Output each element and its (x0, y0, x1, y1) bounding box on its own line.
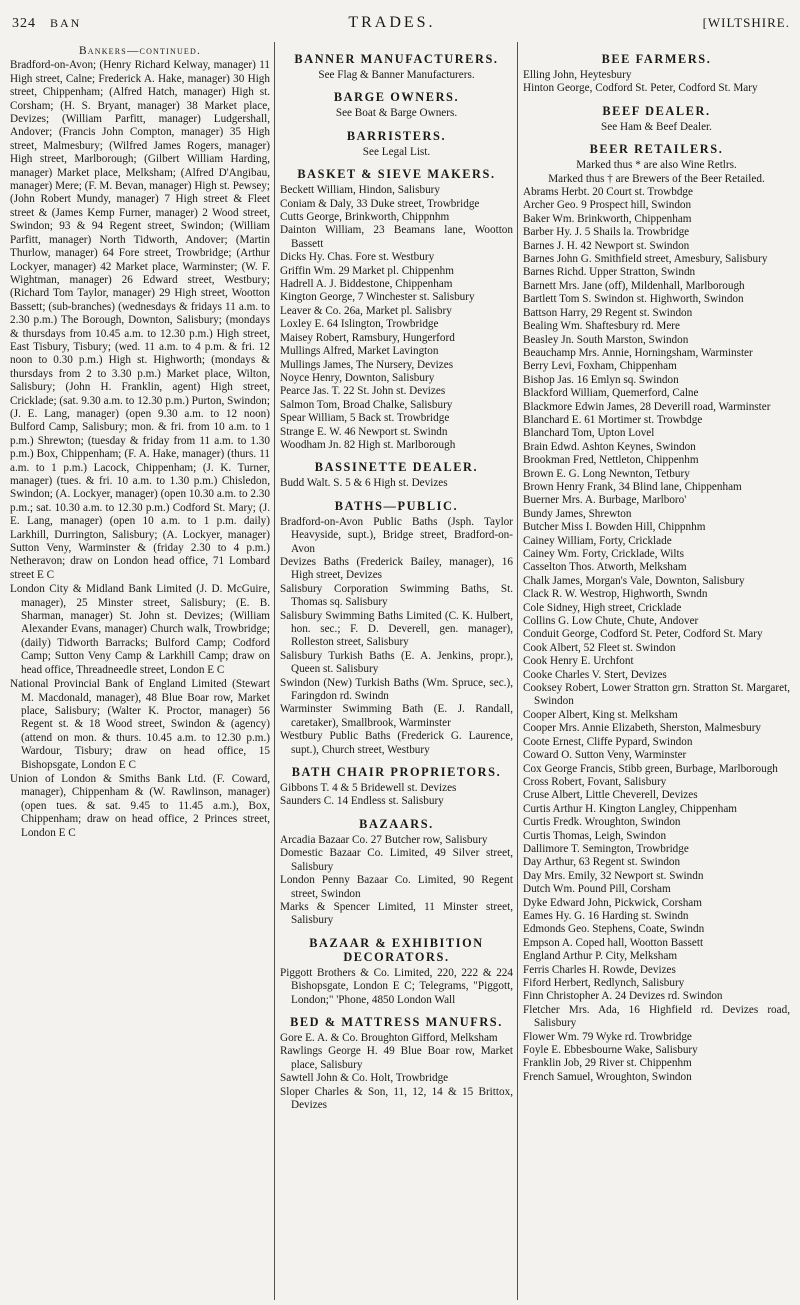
directory-entry: Leaver & Co. 26a, Market pl. Salisbry (280, 304, 452, 317)
directory-entry: Fletcher Mrs. Ada, 16 Highfield rd. Devizes road, Salisbury (523, 1003, 790, 1030)
directory-entry: Blanchard Tom, Upton Lovel (523, 427, 655, 440)
directory-entry: Barnett Mrs. Jane (off), Mildenhall, Marlborough (523, 279, 745, 292)
section-heading: BATHS—PUBLIC. (334, 498, 459, 513)
directory-entry: Beckett William, Hindon, Salisbury (280, 184, 440, 197)
cross-reference-note: See Ham & Beef Dealer. (601, 120, 712, 133)
directory-entry: Cainey William, Forty, Cricklade (523, 534, 672, 547)
directory-entry: Kington George, 7 Winchester st. Salisbury (280, 291, 475, 304)
directory-entry: Foyle E. Ebbesbourne Wake, Salisbury (523, 1044, 698, 1057)
directory-entry: Mullings Alfred, Market Lavington (280, 345, 439, 358)
catchword: BAN (50, 16, 82, 30)
directory-entry: Cainey Wm. Forty, Cricklade, Wilts (523, 548, 684, 560)
directory-entry: Maisey Robert, Ramsbury, Hungerford (280, 331, 455, 344)
directory-entry: Beauchamp Mrs. Annie, Horningsham, Warminster (523, 346, 753, 359)
directory-entry: Blackford William, Quemerford, Calne (523, 387, 699, 400)
section-heading: BAZAAR & EXHIBITION DECORATORS. (309, 935, 484, 964)
directory-entry: Battson Harry, 29 Regent st. Swindon (523, 306, 693, 319)
directory-entry: Sloper Charles & Son, 11, 12, 14 & 15 Brittox, Devizes (280, 1085, 513, 1111)
section-heading: BASSINETTE DEALER. (314, 460, 479, 475)
legend-note: Marked thus * are also Wine Retlrs. (576, 159, 737, 172)
directory-entry: Baker Wm. Brinkworth, Chippenham (523, 212, 692, 225)
directory-entry: Marks & Spencer Limited, 11 Minster street, Salisbury (280, 900, 513, 927)
section-heading: BATH CHAIR PROPRIETORS. (291, 765, 502, 780)
column-1 (8, 42, 274, 1300)
directory-entry: Rawlings George H. 49 Blue Boar row, Market place, Salisbury (280, 1045, 513, 1071)
directory-entry: Salisbury Corporation Swimming Baths, St. Thomas sq. Salisbury (280, 582, 513, 609)
directory-entry: Cooksey Robert, Lower Stratton grn. Stratton St. Margaret, Swindon (523, 682, 790, 708)
continued-heading: Bankers—continued. (78, 45, 202, 57)
directory-entry: Coward O. Sutton Veny, Warminster (523, 749, 687, 762)
directory-entry: Blackmore Edwin James, 28 Deverill road, Warminster (523, 400, 771, 413)
directory-entry: Saunders C. 14 Endless st. Salisbury (280, 795, 444, 808)
directory-entry: Cooke Charles V. Stert, Devizes (523, 668, 667, 681)
section-heading: BANNER MANUFACTURERS. (294, 52, 499, 66)
directory-entry: Bishop Jas. 16 Emlyn sq. Swindon (523, 373, 679, 386)
directory-entry: Cooper Albert, King st. Melksham (523, 708, 678, 721)
directory-entry: Griffin Wm. 29 Market pl. Chippenhm (280, 264, 454, 277)
directory-entry: Buerner Mrs. A. Burbage, Marlboro' (523, 494, 687, 507)
directory-entry: Cox George Francis, Stibb green, Burbage, Marlborough (523, 762, 778, 775)
directory-entry: Abrams Herbt. 20 Court st. Trowbdge (523, 186, 693, 199)
section-heading: BEER RETAILERS. (589, 142, 724, 157)
directory-entry: Salisbury Swimming Baths Limited (C. K. Hulbert, hon. sec.; F. D. Deverell, gen. manager), Rolleston street, Salisbury (280, 609, 513, 649)
directory-entry: Dicks Hy. Chas. Fore st. Westbury (280, 251, 435, 264)
directory-entry: Berry Levi, Foxham, Chippenham (523, 360, 677, 373)
directory-entry: Finn Christopher A. 24 Devizes rd. Swindon (523, 990, 723, 1003)
directory-entry: Fiford Herbert, Redlynch, Salisbury (523, 977, 685, 989)
directory-entry: London Penny Bazaar Co. Limited, 90 Regent street, Swindon (280, 874, 513, 900)
directory-paragraph: London City & Midland Bank Limited (J. D. McGuire, manager), 25 Minster street, Salisbury; (E. B. Sharman, manager) St. John st. Devizes; (William Alexander Evans, manager) Church walk, Trowbridge; (daily) Tidworth Barracks; Bulford Camp; Codford Camp; Sutton Veny Camp & Larkhill Camp; draw on head office, Threadneedle street, London E C (10, 583, 270, 676)
directory-entry: Dainton William, 23 Beamans lane, Wootton Bassett (280, 224, 513, 250)
directory-entry: Bradford-on-Avon Public Baths (Jsph. Taylor Heavyside, supt.), Bridge street, Bradford-on-Avon (280, 515, 513, 555)
directory-entry: Hadrell A. J. Biddestone, Chippenham (280, 278, 453, 291)
directory-entry: Franklin Job, 29 River st. Chippenhm (523, 1057, 692, 1070)
directory-entry: Domestic Bazaar Co. Limited, 49 Silver street, Salisbury (280, 847, 513, 873)
directory-entry: Barber Hy. J. 5 Shails la. Trowbridge (523, 226, 690, 239)
cross-reference-note: See Flag & Banner Manufacturers. (318, 69, 475, 81)
section-heading: BARRISTERS. (346, 128, 447, 143)
directory-entry: Beasley Jn. South Marston, Swindon (523, 333, 689, 346)
directory-entry: Cruse Albert, Little Cheverell, Devizes (523, 789, 698, 802)
directory-entry: Cook Henry E. Urchfont (523, 655, 634, 668)
directory-entry: Dyke Edward John, Pickwick, Corsham (523, 896, 702, 909)
directory-entry: Archer Geo. 9 Prospect hill, Swindon (523, 199, 692, 212)
directory-entry: Curtis Fredk. Wroughton, Swindon (523, 816, 681, 829)
directory-entry: Ferris Charles H. Rowde, Devizes (523, 963, 676, 976)
column-2 (274, 42, 517, 1300)
column-container (8, 42, 794, 1300)
directory-entry: Blanchard E. 61 Mortimer st. Trowbdge (523, 413, 703, 426)
directory-entry: Barnes J. H. 42 Newport st. Swindon (523, 239, 690, 252)
directory-entry: Dutch Wm. Pound Pill, Corsham (523, 883, 671, 896)
directory-entry: Loxley E. 64 Islington, Trowbridge (280, 318, 439, 331)
cross-reference-note: See Legal List. (362, 145, 431, 158)
directory-entry: Empson A. Coped hall, Wootton Bassett (523, 936, 704, 949)
directory-entry: Bundy James, Shrewton (523, 507, 632, 520)
directory-entry: Day Mrs. Emily, 32 Newport st. Swindn (523, 869, 704, 882)
directory-entry: Coniam & Daly, 33 Duke street, Trowbridge (280, 197, 480, 210)
directory-entry: Cook Albert, 52 Fleet st. Swindon (523, 641, 676, 654)
directory-paragraph: National Provincial Bank of England Limited (Stewart M. Macdonald, manager), 48 Blue Boar row, Market place, Salisbury; (Walter K. Proctor, manager) 56 Regent st. & 18 Wood street, Swindon & (agency) (attend on mon. & thurs. 10.45 a.m. to 12.30 p.m.) Wardour, Tisbury; draw on head office, 15 Bishopsgate, London E C (10, 678, 270, 771)
directory-entry: Noyce Henry, Downton, Salisbury (280, 371, 435, 384)
directory-entry: Flower Wm. 79 Wyke rd. Trowbridge (523, 1030, 692, 1043)
cross-reference-note: See Boat & Barge Owners. (335, 107, 458, 120)
directory-entry: Salmon Tom, Broad Chalke, Salisbury (280, 398, 453, 411)
directory-entry: Sawtell John & Co. Holt, Trowbridge (280, 1072, 449, 1085)
directory-entry: Bartlett Tom S. Swindon st. Highworth, Swindon (523, 293, 744, 306)
directory-entry: Spear William, 5 Back st. Trowbridge (280, 412, 450, 425)
directory-entry: Butcher Miss I. Bowden Hill, Chippnhm (523, 521, 706, 534)
header-left (12, 16, 81, 32)
directory-entry: Barnes Richd. Upper Stratton, Swindn (523, 266, 696, 279)
county-label: [WILTSHIRE. (702, 15, 790, 30)
column-3 (517, 42, 794, 1300)
legend-note: Marked thus † are Brewers of the Beer Retailed. (548, 172, 765, 185)
directory-entry: Cutts George, Brinkworth, Chippnhm (280, 211, 450, 224)
directory-paragraph: Bradford-on-Avon; (Henry Richard Kelway, manager) 11 High street, Calne; Frederick A. Hake, manager) 30 High street, Chippenham; (Alfred Hatch, manager) High st. Corsham; (H. S. Bryant, manager) 38 Market place, Devizes; (William Parfitt, manager) Ludgershall, Andover; (Francis John Compton, manager) 35 High street, Malmesbury; (Wilfred James Rogers, manager) High street, Marlborough; (Gilbert William Harding, manager) Market place, Melksham; (Alfred D'Angibau, manager) Mere; (F. M. Bevan, manager) High st. Pewsey; (John Robert Mundy, manager) 7 High street & Fleet street & (James Kemp Furner, manager) 2 Wood street, Swindon; 93 & 94 Regent street, Swindon; (William Parfitt, manager) North Tidworth, Andover; (Martin Thurlow, manager) 64 Fore street, Trowbridge; (Arthur Lockyer, manager) 42 Market place, Warminster; (W. F. Wightman, manager) 26 Edward street, Westbury; (Richard Tom Taylor, manager) 29 High street, Wootton Bassett; (sub-branches) (wednesdays & fridays 11 a.m. to 2.30 p.m.) The Borough, Downton, Salisbury; (mondays & thursdays from 10.45 a.m. to 12.30 p.m.) High street, East Tisbury, Tisbury; (wed. 11 a.m. to 4 p.m. & fri. 12 noon to 0.30 p.m.) High st. Highworth; (mondays & thursdays from 2 to 3.30 p.m.) Market place, Wilton, Salisbury; (John H. Franklin, agent) High street, Cricklade; (sat. 9.30 a.m. to 12.30 p.m.) Purton, Swindon; (J. E. Lang, manager) (open 9.30 a.m. to 12 noon) Bulford Camp, Salisbury; mon. & fri. from 10 a.m. to 1 p.m.) Shrewton; (tuesday & friday from 11 a.m. to 1.30 p.m.) Box, Chippenham; (F. A. Hake, manager) (thurs. 11 a.m. to 1 p.m.) Lacock, Chippenham; (J. K. Turner, manager) (tues. & fri. 10 a.m. to 1.30 p.m.) Chisledon, Swindon; (A. Lockyer, manager) (open 10.30 a.m. to 2.30 p.m.; sat. 10.30 a.m. to 12.30 p.m.) Codford St. Mary; (J. E. Lang, manager) (open 10 a.m. to 1 p.m. daily) Larkhill, Durrington, Salisbury; (A. Lockyer, manager) Sutton Veny, Warminster & (friday 2.30 to 4 p.m.) Netheravon; draw on London head office, 71 Lombard street E C (10, 59, 270, 581)
section-heading: BASKET & SIEVE MAKERS. (297, 167, 496, 182)
directory-entry: Arcadia Bazaar Co. 27 Butcher row, Salisbury (280, 833, 488, 846)
directory-entry: Warminster Swimming Bath (E. J. Randall, caretaker), Smallbrook, Warminster (280, 703, 513, 729)
directory-entry: Eames Hy. G. 16 Harding st. Swindn (523, 909, 689, 922)
section-heading: BAZAARS. (359, 816, 434, 831)
section-heading: BARGE OWNERS. (333, 90, 460, 105)
directory-paragraph: Union of London & Smiths Bank Ltd. (F. Coward, manager), Chippenham & (W. Rawlinson, manager) (open tues. & sat. 9.45 to 11.45 a.m.), Box, Chippenham; draw on head office, 2 Princes street, London E C (10, 772, 270, 839)
directory-entry: Curtis Thomas, Leigh, Swindon (523, 829, 667, 842)
directory-entry: Edmonds Geo. Stephens, Coate, Swindn (523, 923, 705, 936)
directory-entry: French Samuel, Wroughton, Swindon (523, 1070, 692, 1083)
directory-entry: Cole Sidney, High street, Cricklade (523, 601, 682, 614)
directory-entry: Brown Henry Frank, 34 Blind lane, Chippenham (523, 480, 742, 493)
directory-entry: Brown E. G. Long Newnton, Tetbury (523, 467, 690, 480)
page-header (8, 8, 794, 42)
directory-entry: Hinton George, Codford St. Peter, Codford St. Mary (523, 82, 758, 95)
directory-entry: Bealing Wm. Shaftesbury rd. Mere (523, 320, 681, 333)
section-heading: BEE FARMERS. (601, 52, 712, 66)
directory-entry: Conduit George, Codford St. Peter, Codford St. Mary (523, 628, 763, 641)
directory-entry: Day Arthur, 63 Regent st. Swindon (523, 856, 681, 869)
directory-entry: Mullings James, The Nursery, Devizes (280, 358, 454, 371)
directory-entry: Casselton Thos. Atworth, Melksham (523, 561, 687, 574)
directory-entry: Barnes John G. Smithfield street, Amesbury, Salisbury (523, 253, 768, 266)
directory-entry: Gibbons T. 4 & 5 Bridewell st. Devizes (280, 782, 457, 795)
directory-entry: Pearce Jas. T. 22 St. John st. Devizes (280, 385, 446, 398)
directory-entry: Curtis Arthur H. Kington Langley, Chippenham (523, 802, 737, 815)
directory-entry: Budd Walt. S. 5 & 6 High st. Devizes (280, 477, 448, 490)
directory-entry: Cross Robert, Fovant, Salisbury (523, 775, 667, 788)
directory-entry: Brain Edwd. Ashton Keynes, Swindon (523, 440, 696, 453)
page-number: 324 (12, 16, 36, 31)
directory-entry: Elling John, Heytesbury (523, 69, 632, 81)
section-heading: BEEF DEALER. (602, 103, 711, 118)
directory-entry: Strange E. W. 46 Newport st. Swindn (280, 425, 448, 438)
directory-entry: Piggott Brothers & Co. Limited, 220, 222 & 224 Bishopsgate, London E C; Telegrams, "Piggott, London;" 'Phone, 4850 London Wall (280, 966, 513, 1006)
directory-entry: Collins G. Low Chute, Chute, Andover (523, 615, 699, 628)
directory-entry: Swindon (New) Turkish Baths (Wm. Spruce, sec.), Faringdon rd. Swindn (280, 676, 513, 703)
directory-entry: Gore E. A. & Co. Broughton Gifford, Melksham (280, 1031, 498, 1044)
directory-entry: Woodham Jn. 82 High st. Marlborough (280, 438, 456, 451)
section-heading: BED & MATTRESS MANUFRS. (290, 1014, 503, 1029)
directory-entry: Brookman Fred, Nettleton, Chippenhm (523, 454, 699, 467)
directory-entry: Salisbury Turkish Baths (E. A. Jenkins, propr.), Queen st. Salisbury (280, 649, 513, 676)
directory-entry: Westbury Public Baths (Frederick G. Laurence, supt.), Church street, Westbury (280, 730, 513, 756)
directory-entry: Cooper Mrs. Annie Elizabeth, Sherston, Malmesbury (523, 722, 762, 735)
directory-entry: Devizes Baths (Frederick Bailey, manager), 16 High street, Devizes (280, 555, 513, 582)
directory-entry: Chalk James, Morgan's Vale, Downton, Salisbury (523, 574, 745, 587)
directory-entry: Dallimore T. Semington, Trowbridge (523, 842, 689, 855)
directory-entry: Coote Ernest, Cliffe Pypard, Swindon (523, 735, 693, 748)
directory-entry: Clack R. W. Westrop, Highworth, Swndn (523, 588, 708, 601)
page-title: TRADES. (348, 14, 436, 31)
directory-entry: England Arthur P. City, Melksham (523, 950, 678, 963)
